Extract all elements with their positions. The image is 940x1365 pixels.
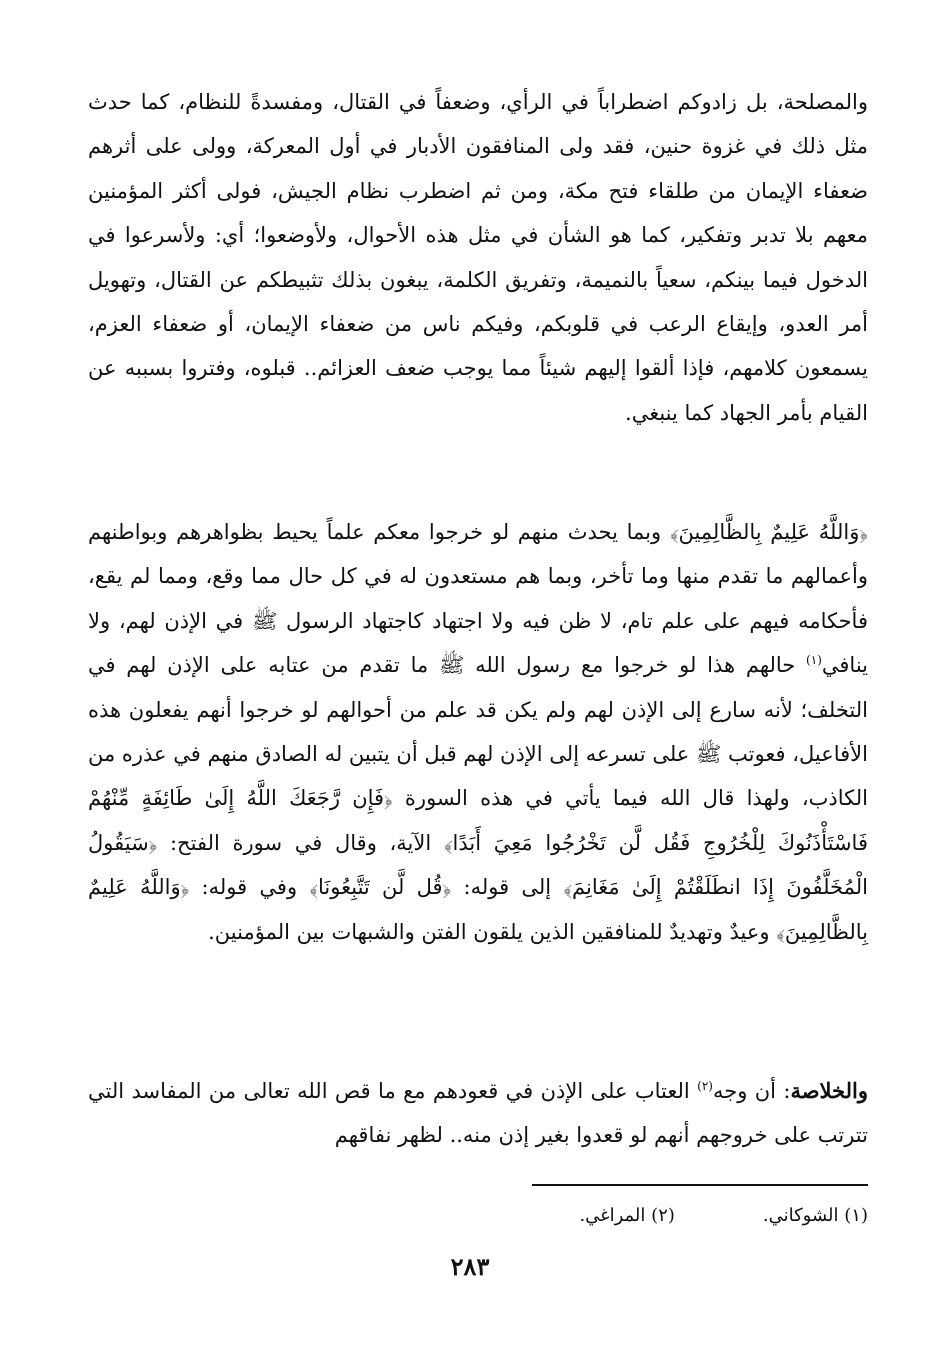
page-number: ٢٨٣ [450,1252,490,1281]
footnote-2 [579,1200,674,1232]
footnote-number: (٢) [651,1205,675,1226]
quran-quote: ﴿وَاللَّهُ عَلِيمٌ بِالظَّالِمِينَ﴾ [88,875,868,944]
summary-lead: والخلاصة [790,1078,868,1103]
quran-quote: ﴿وَاللَّهُ عَلِيمٌ بِالظَّالِمِينَ﴾ [669,520,868,544]
paragraph-2-text: وعيدٌ وتهديدٌ للمنافقين الذين يلقون الفتن والشبهات بين المؤمنين. [208,919,777,944]
paragraph-2-text: وفي قوله: [189,875,310,900]
footnote-divider [532,1184,868,1186]
quran-quote: ﴿فَإِن رَّجَعَكَ اللَّهُ إِلَىٰ طَائِفَةٍ مِّنْهُمْ فَاسْتَأْذَنُوكَ لِلْخُرُوجِ فَقُل لَّن تَخْرُجُوا مَعِيَ أَبَدًا﴾ [88,786,868,855]
footnote-number: (١) [844,1205,868,1226]
paragraph-2-text: حالهم هذا لو خرجوا مع رسول الله ﷺ ما تقدم من عتابه على الإذن لهم في التخلف؛ لأنه سارع إلى الإذن لهم ولم يكن قد علم من أحوالهم لو خرجوا أنهم يفعلون هذه الأفاعيل، فعوتب ﷺ على تسرعه إلى الإذن لهم قبل أن يتبين له الصادق منهم في عذره من الكاذب، ولهذا قال الله فيما يأتي في هذه السورة [87,653,868,811]
footnote-1 [763,1200,868,1232]
quran-quote: ﴿سَيَقُولُ الْمُخَلَّفُونَ إِذَا انطَلَقْتُمْ إِلَىٰ مَغَانِمَ﴾ [88,830,868,900]
paragraph-2-text: وبما يحدث منهم لو خرجوا معكم علماً يحيط بظواهرهم وبواطنهم وأعمالهم ما تقدم منها وما تأخر، وبما هم مستعدون له في كل حال مما وقع، ومما لم يقع، فأحكامه فيهم على علم تام، لا ظن فيه ولا اجتهاد كاجتهاد الرسول ﷺ في الإذن لهم، ولا ينافي [88,520,868,678]
paragraph-3-text: العتاب على الإذن في قعودهم مع ما قص الله تعالى من المفاسد التي تترتب على خروجهم أنهم لو قعدوا بغير إذن منه.. لظهر نفاقهم [88,1079,868,1148]
quran-quote: ﴿قُل لَّن تَتَّبِعُونَا﴾ [309,875,452,900]
paragraph-3 [88,1069,868,1158]
paragraph-2-text: الآية، وقال في سورة الفتح: [157,830,444,855]
paragraph-3-text: : أن وجه [712,1079,791,1103]
footnote-ref-2: (٢) [697,1079,713,1093]
paragraph-2 [88,510,868,954]
footnotes [300,1200,868,1232]
paragraph-2-text: إلى قوله: [451,875,564,900]
footnote-text: المراغي. [579,1205,646,1226]
footnote-text: الشوكاني. [762,1205,839,1226]
paragraph-1-text: والمصلحة، بل زادوكم اضطراباً في الرأي، وضعفاً في القتال، ومفسدةً للنظام، كما حدث مثل ذلك في غزوة حنين، فقد ولى المنافقون الأدبار في أول المعركة، وولى على أثرهم ضعفاء الإيمان من طلقاء فتح مكة، ومن ثم اضطرب نظام الجيش، فولى أكثر المؤمنين معهم بلا تدبر وتفكير، كما هو الشأن في مثل هذه الأحوال، ولأوضعوا؛ أي: ولأسرعوا في الدخول فيما بينكم، سعياً بالنميمة، وتفريق الكلمة، يبغون بذلك تثبيطكم عن القتال، وتهويل أمر العدو، وإيقاع الرعب في قلوبكم، وفيكم ناس من ضعفاء الإيمان، أو ضعفاء العزم، يسمعون كلامهم، فإذا ألقوا إليهم شيئاً مما يوجب ضعف العزائم.. قبلوه، وفتروا بسببه عن القيام بأمر الجهاد كما ينبغي. [88,90,868,425]
paragraph-1 [88,80,868,435]
footnote-ref-1: (١) [806,653,822,668]
